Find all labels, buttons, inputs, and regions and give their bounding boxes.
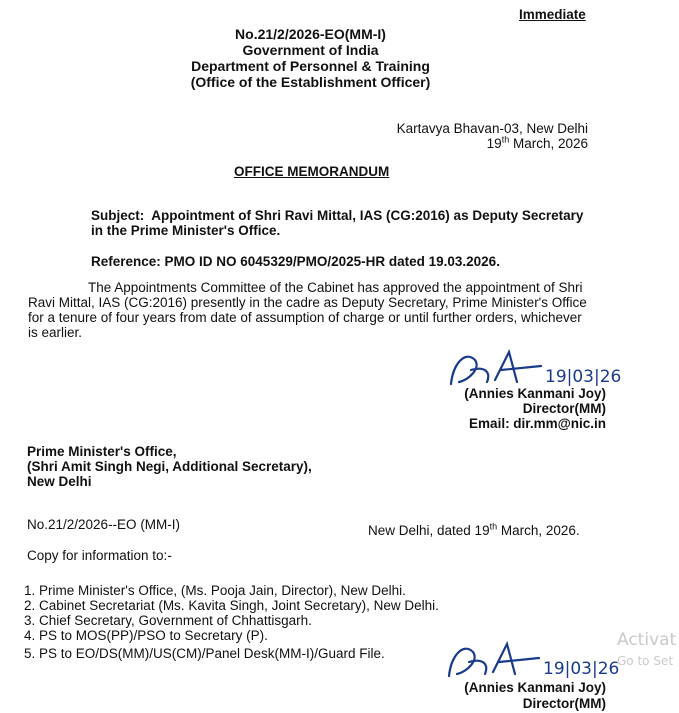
file-number: No.21/2/2026-EO(MM-I)	[235, 26, 386, 42]
activation-watermark: Activat	[617, 630, 677, 650]
office-name: (Office of the Establishment Officer)	[190, 74, 431, 90]
priority-label: Immediate	[519, 7, 586, 22]
copy-item-5: 5. PS to EO/DS(MM)/US(CM)/Panel Desk(MM-I)/Guard File.	[24, 646, 385, 661]
recipient-line-3: New Delhi	[27, 474, 92, 489]
signature-2	[445, 636, 620, 682]
department-name: Department of Personnel & Training	[191, 58, 430, 74]
signatory-designation: Director(MM)	[522, 401, 606, 416]
recipient-line-2: (Shri Amit Singh Negi, Additional Secretary),	[27, 459, 312, 474]
signatory2-name: (Annies Kanmani Joy)	[464, 680, 606, 695]
address-date: 19th March, 2026	[486, 134, 588, 151]
memo-title: OFFICE MEMORANDUM	[234, 164, 390, 179]
signature-1-date: 19|03|26	[545, 367, 622, 387]
signatory2-designation: Director(MM)	[522, 696, 606, 711]
copy-file-number: No.21/2/2026--EO (MM-I)	[27, 517, 181, 532]
signatory-name: (Annies Kanmani Joy)	[464, 386, 606, 401]
body-line-2: Ravi Mittal, IAS (CG:2016) presently in the cadre as Deputy Secretary, Prime Minister's Office	[28, 295, 587, 310]
signature-1	[445, 346, 620, 390]
government-name: Government of India	[242, 42, 379, 58]
body-line-1: The Appointments Committee of the Cabinet has approved the appointment of Shri	[88, 280, 583, 295]
copy-item-3: 3. Chief Secretary, Government of Chhattisgarh.	[24, 613, 312, 628]
signatory-email: Email: dir.mm@nic.in	[469, 416, 606, 431]
copy-item-1: 1. Prime Minister's Office, (Ms. Pooja Jain, Director), New Delhi.	[24, 583, 406, 598]
subject-line-2: in the Prime Minister's Office.	[91, 223, 281, 238]
body-line-3: for a tenure of four years from date of assumption of charge or until further orders, whichever	[28, 310, 582, 325]
copy-item-2: 2. Cabinet Secretariat (Ms. Kavita Singh, Joint Secretary), New Delhi.	[24, 598, 439, 613]
subject-line-1: Subject: Appointment of Shri Ravi Mittal, IAS (CG:2016) as Deputy Secretary	[91, 208, 584, 223]
address-place: Kartavya Bhavan-03, New Delhi	[396, 121, 588, 136]
reference-line: Reference: PMO ID NO 6045329/PMO/2025-HR dated 19.03.2026.	[91, 254, 500, 269]
body-line-4: is earlier.	[28, 325, 83, 340]
copy-intro: Copy for information to:-	[27, 548, 172, 563]
copy-date: New Delhi, dated 19th March, 2026.	[368, 521, 580, 538]
copy-item-4: 4. PS to MOS(PP)/PSO to Secretary (P).	[24, 628, 268, 643]
signature-2-date: 19|03|26	[543, 659, 620, 679]
activation-watermark-sub: Go to Set	[617, 654, 674, 668]
recipient-line-1: Prime Minister's Office,	[27, 444, 177, 459]
